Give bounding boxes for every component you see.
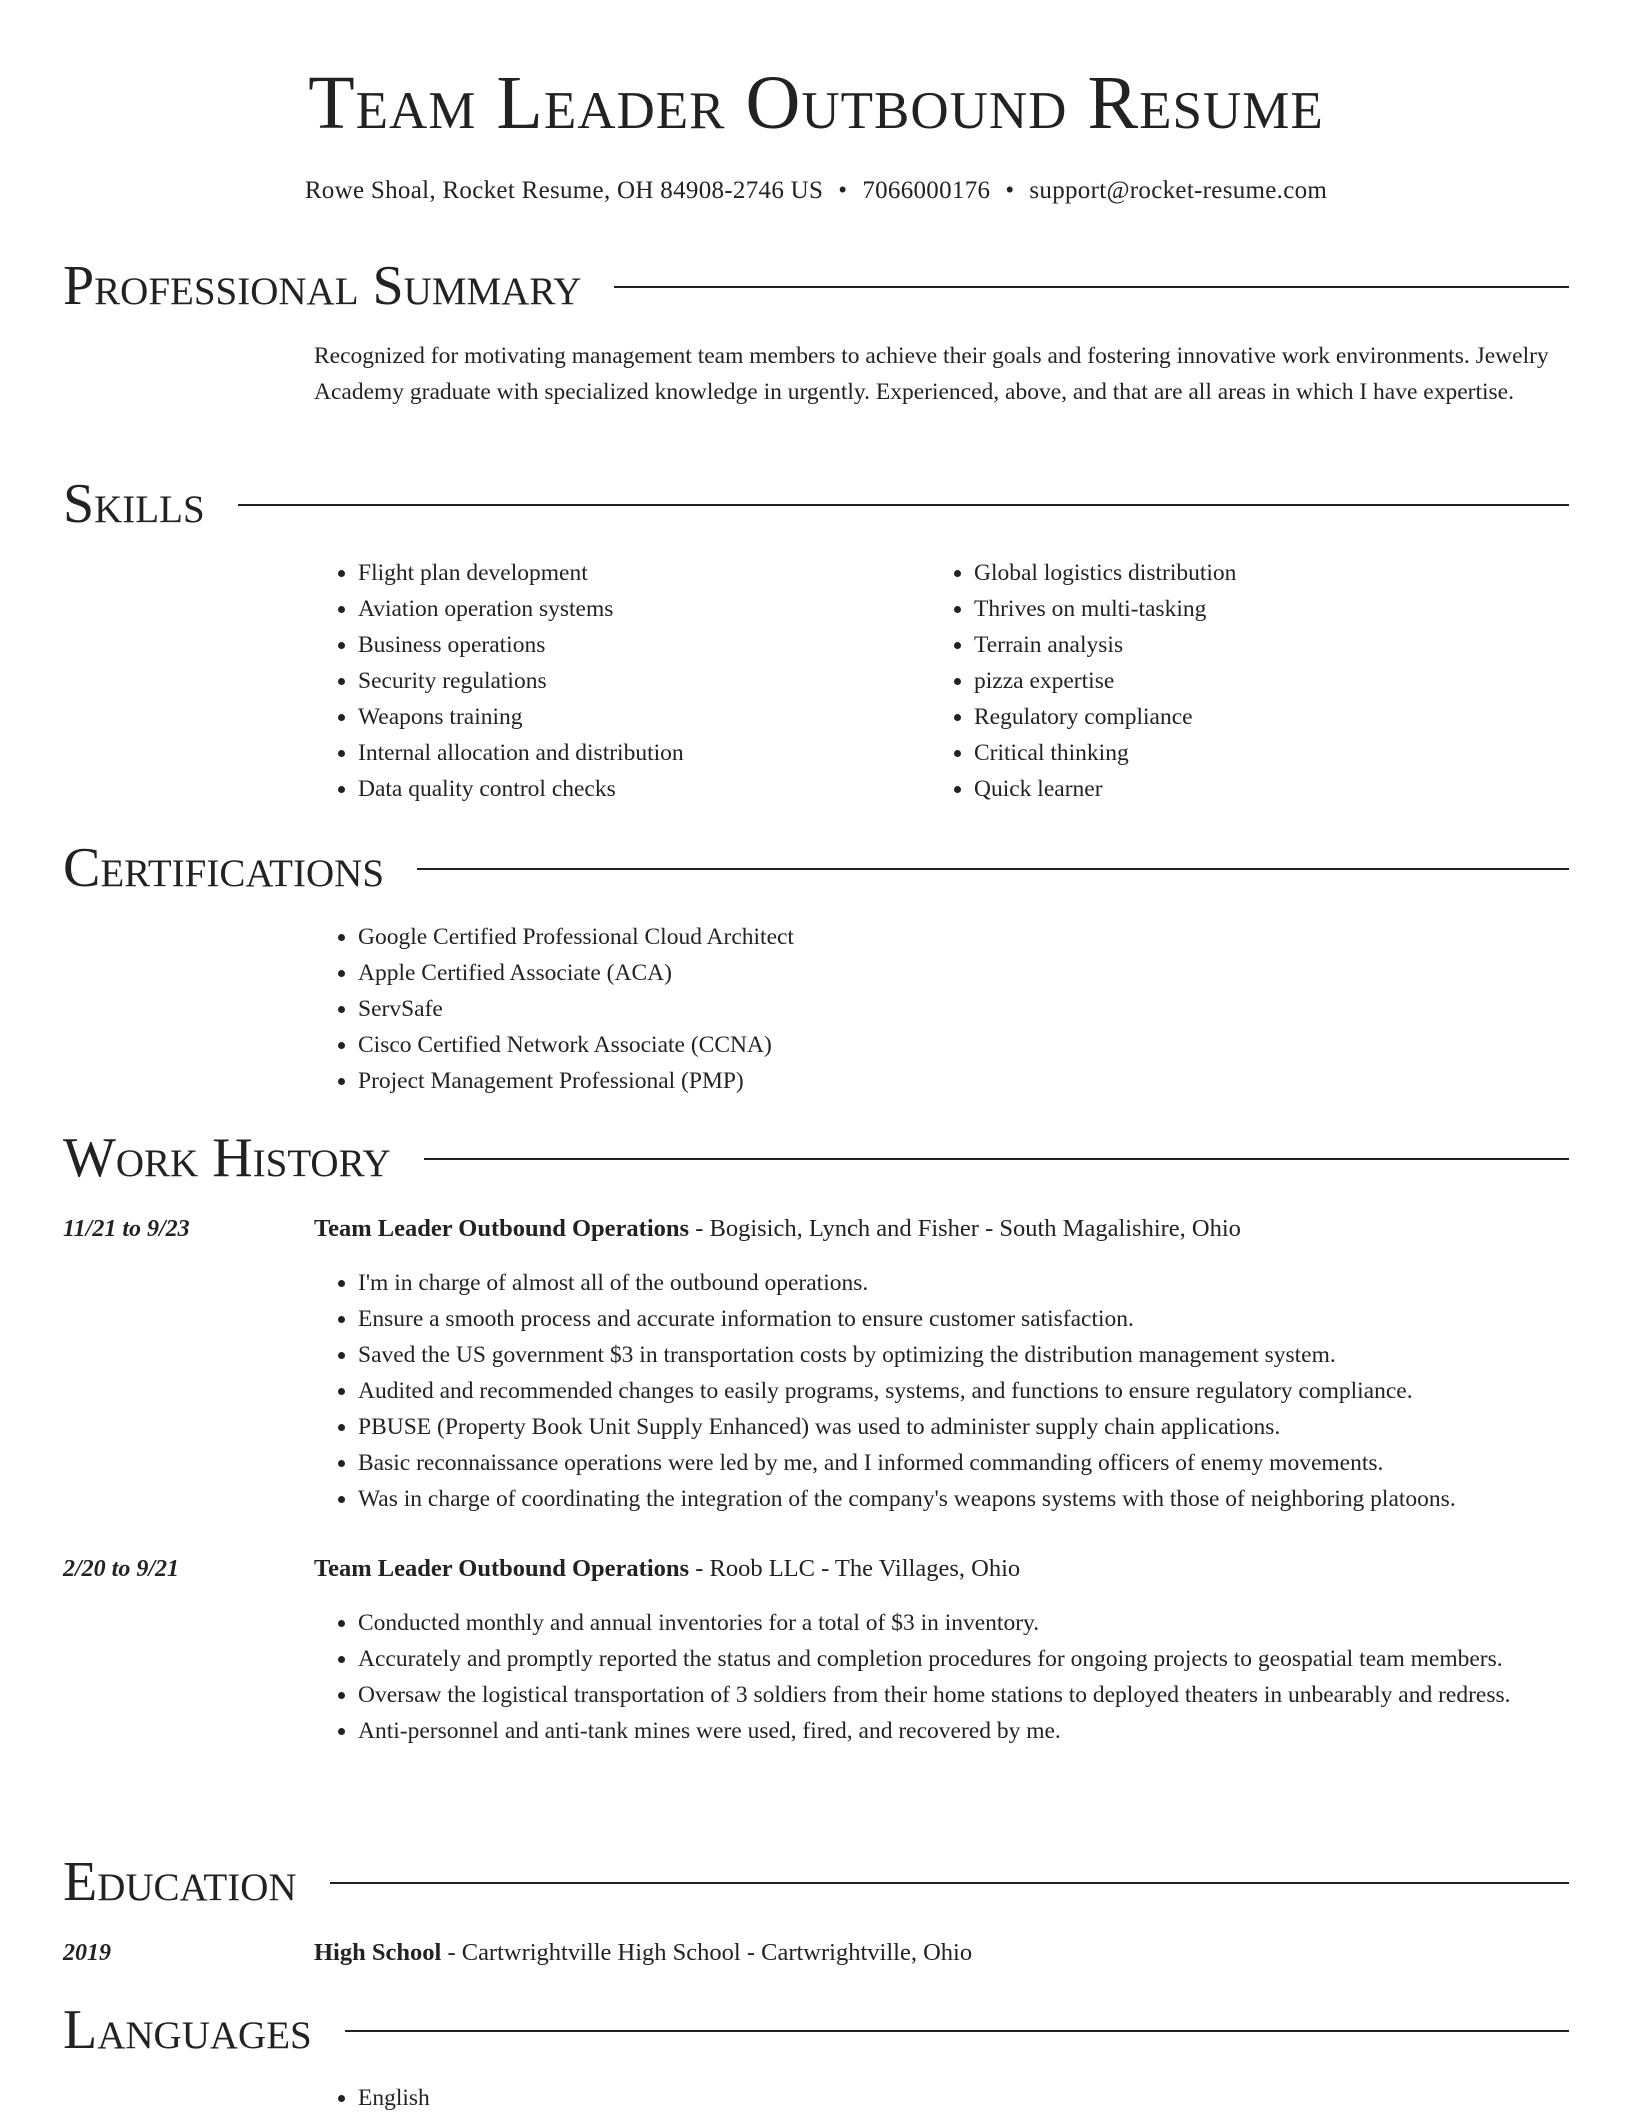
contact-separator: •: [838, 177, 848, 204]
skill-item: • Flight plan development: [358, 555, 914, 591]
skill-item: • Data quality control checks: [358, 771, 914, 807]
skill-item: • Weapons training: [358, 699, 914, 735]
certification-item: • Apple Certified Associate (ACA): [358, 955, 1214, 991]
section-heading: Education: [63, 1851, 297, 1913]
skill-item: • Terrain analysis: [974, 627, 1530, 663]
summary-text: Recognized for motivating management team members to achieve their goals and fostering innovative work environments. Jewelry Academy graduate with specialized knowledge in urgently. Experienced, above, and that are all areas in which I have expertise.: [314, 343, 1549, 405]
skill-item: • Global logistics distribution: [974, 555, 1530, 591]
skills-column-left: [314, 555, 914, 807]
certification-item: • Project Management Professional (PMP): [358, 1063, 1214, 1099]
certifications-list: [314, 919, 1214, 1099]
certification-item: • Google Certified Professional Cloud Architect: [358, 919, 1214, 955]
skills-column-right: [930, 555, 1530, 807]
job-bullet: • Conducted monthly and annual inventories for a total of $3 in inventory.: [358, 1605, 1564, 1641]
skills-section-header: [63, 472, 1569, 536]
section-divider: [424, 1158, 1569, 1160]
job-bullet: • Ensure a smooth process and accurate information to ensure customer satisfaction.: [358, 1301, 1564, 1337]
certifications-section-header: [63, 836, 1569, 900]
job-bullet: • PBUSE (Property Book Unit Supply Enhanced) was used to administer supply chain applications.: [358, 1409, 1564, 1445]
languages-section-header: [63, 1998, 1569, 2062]
contact-separator: •: [1005, 177, 1015, 204]
education-school: - Cartwrightville High School - Cartwrightville, Ohio: [441, 1939, 973, 1966]
certification-item: • ServSafe: [358, 991, 1214, 1027]
contact-email: support@rocket-resume.com: [1029, 177, 1328, 204]
job-bullet: • Was in charge of coordinating the integration of the company's weapons systems with those of neighboring platoons.: [358, 1481, 1564, 1517]
certification-item: • Cisco Certified Network Associate (CCNA): [358, 1027, 1214, 1063]
education-line: [314, 1935, 1564, 1971]
language-item: • English: [358, 2080, 914, 2116]
section-heading: Work History: [63, 1127, 391, 1189]
education-section-header: [63, 1850, 1569, 1914]
skill-item: • Critical thinking: [974, 735, 1530, 771]
skill-item: • Security regulations: [358, 663, 914, 699]
section-divider: [614, 286, 1569, 288]
skill-item: • Regulatory compliance: [974, 699, 1530, 735]
job-title-line: [314, 1551, 1564, 1587]
education-year: 2019: [63, 1940, 111, 1966]
job-bullet: • Oversaw the logistical transportation of 3 soldiers from their home stations to deployed theaters in unbearably and redress.: [358, 1677, 1564, 1713]
job-bullet: • Audited and recommended changes to easily programs, systems, and functions to ensure regulatory compliance.: [358, 1373, 1564, 1409]
resume-title: Team Leader Outbound Resume: [308, 61, 1324, 145]
work-section-header: [63, 1126, 1569, 1190]
section-divider: [417, 868, 1569, 870]
contact-phone: 7066000176: [862, 177, 991, 204]
education-degree: High School: [314, 1939, 442, 1966]
skill-item: • Thrives on multi-tasking: [974, 591, 1530, 627]
job-employer: - Roob LLC - The Villages, Ohio: [689, 1555, 1021, 1582]
section-heading: Languages: [63, 1999, 312, 2061]
job-bullet: • Anti-personnel and anti-tank mines were used, fired, and recovered by me.: [358, 1713, 1564, 1749]
job-employer: - Bogisich, Lynch and Fisher - South Magalishire, Ohio: [689, 1215, 1241, 1242]
job-bullet: • I'm in charge of almost all of the outbound operations.: [358, 1265, 1564, 1301]
contact-line: [0, 175, 1632, 207]
languages-list: [314, 2080, 914, 2116]
contact-address: Rowe Shoal, Rocket Resume, OH 84908-2746 US: [304, 177, 824, 204]
skill-item: • Aviation operation systems: [358, 591, 914, 627]
job-bullet: • Saved the US government $3 in transportation costs by optimizing the distribution management system.: [358, 1337, 1564, 1373]
job-dates: 2/20 to 9/21: [63, 1556, 180, 1582]
section-divider: [345, 2030, 1569, 2032]
summary-section-header: [63, 254, 1569, 318]
job-dates: 11/21 to 9/23: [63, 1216, 190, 1242]
skill-item: • pizza expertise: [974, 663, 1530, 699]
job-title-line: [314, 1211, 1564, 1247]
job-title: Team Leader Outbound Operations: [314, 1215, 690, 1242]
skill-item: • Quick learner: [974, 771, 1530, 807]
section-divider: [330, 1882, 1569, 1884]
job-bullets: [314, 1605, 1564, 1749]
section-heading: Professional Summary: [63, 255, 582, 317]
job-bullet: • Accurately and promptly reported the status and completion procedures for ongoing projects to geospatial team members.: [358, 1641, 1564, 1677]
section-divider: [238, 504, 1569, 506]
section-heading: Skills: [63, 473, 205, 535]
section-heading: Certifications: [63, 837, 385, 899]
skill-item: • Business operations: [358, 627, 914, 663]
job-bullet: • Basic reconnaissance operations were led by me, and I informed commanding officers of enemy movements.: [358, 1445, 1564, 1481]
job-bullets: [314, 1265, 1564, 1517]
job-title: Team Leader Outbound Operations: [314, 1555, 690, 1582]
skill-item: • Internal allocation and distribution: [358, 735, 914, 771]
